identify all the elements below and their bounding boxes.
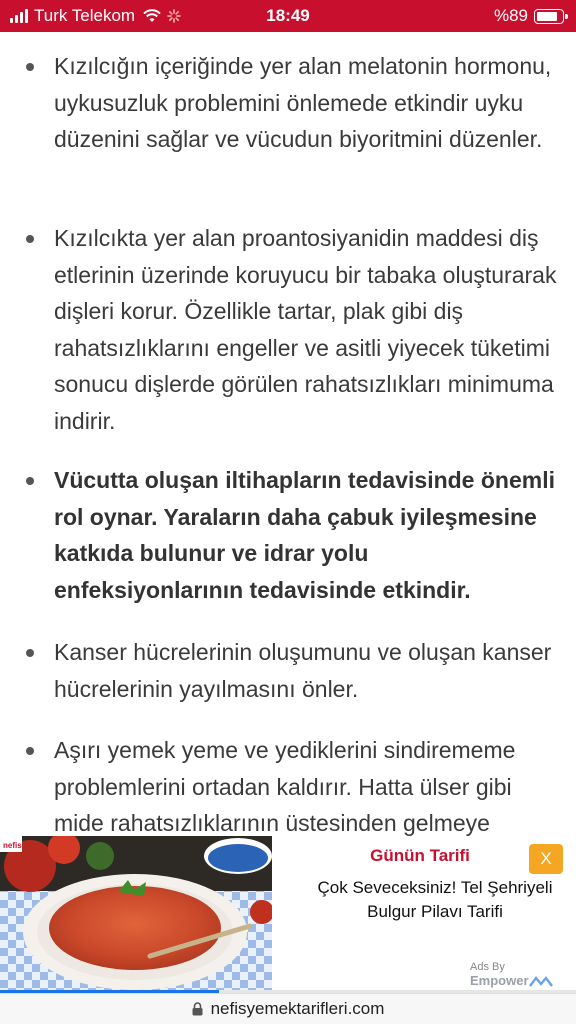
empower-brand-text: Empower [470, 973, 529, 988]
list-item-text: Aşırı yemek yeme ve yediklerini sindirememe problemlerini ortadan kaldırır. Hatta ülser gibi mide rahatsızlıklarının üstesinden gelmeye [54, 737, 516, 836]
list-item [54, 48, 559, 158]
bullet-icon [26, 477, 34, 485]
list-item [54, 462, 559, 608]
list-item-text: Kızılcığın içeriğinde yer alan melatonin hormonu, uykusuzluk problemini önlemede etkindir uyku düzenini sağlar ve vücudun biyoritmini düzenler. [54, 53, 552, 152]
clock: 18:49 [266, 6, 310, 25]
bullet-icon [26, 649, 34, 657]
ad-image[interactable] [0, 836, 272, 993]
article-content [0, 32, 576, 836]
ad-label: Günün Tarifi [370, 846, 470, 865]
battery-level [537, 12, 557, 21]
url-bar[interactable] [0, 993, 576, 1024]
list-item [54, 732, 559, 836]
bullet-icon [26, 63, 34, 71]
list-item-text: Kızılcıkta yer alan proantosiyanidin maddesi diş etlerinin üzerinde koruyucu bir tabaka oluşturarak dişleri korur. Özellikle tartar, plak gibi diş rahatsızlıklarını engeller ve asitli yiyecek tüketimi sonucu dişlerde görülen rahatsızlıkları minimuma indirir. [54, 225, 557, 434]
empower-logo-icon [529, 975, 553, 987]
battery-icon [534, 9, 564, 24]
url-domain[interactable]: nefisyemektarifleri.com [210, 999, 385, 1018]
ads-by-label: Ads By [470, 961, 505, 973]
carrier-name: Turk Telekom [34, 6, 136, 25]
battery-percent: %89 [493, 6, 528, 25]
bulgur-pilaf-image [0, 836, 272, 993]
bullet-icon [26, 747, 34, 755]
battery-status [494, 6, 564, 26]
list-item-text: Vücutta oluşan iltihapların tedavisinde önemli rol oynar. Yaraların daha çabuk iyileşmesine katkıda bulunur ve idrar yolu enfeksiyonlarının tedavisinde etkindir. [54, 467, 555, 603]
empower-logo[interactable] [470, 973, 553, 988]
close-button[interactable]: X [529, 844, 563, 874]
list-item [54, 220, 559, 439]
list-item [54, 634, 559, 707]
list-item-text: Kanser hücrelerinin oluşumunu ve oluşan kanser hücrelerinin yayılmasını önler. [54, 639, 552, 702]
lock-icon [192, 1002, 203, 1016]
svg-text:nefis: nefis [3, 841, 22, 850]
ad-description-link[interactable]: Çok Seveceksiniz! Tel Şehriyeli Bulgur Pilavı Tarifi [317, 878, 553, 921]
bullet-icon [26, 235, 34, 243]
status-bar [0, 0, 576, 32]
recipe-ad-banner[interactable] [0, 836, 576, 993]
